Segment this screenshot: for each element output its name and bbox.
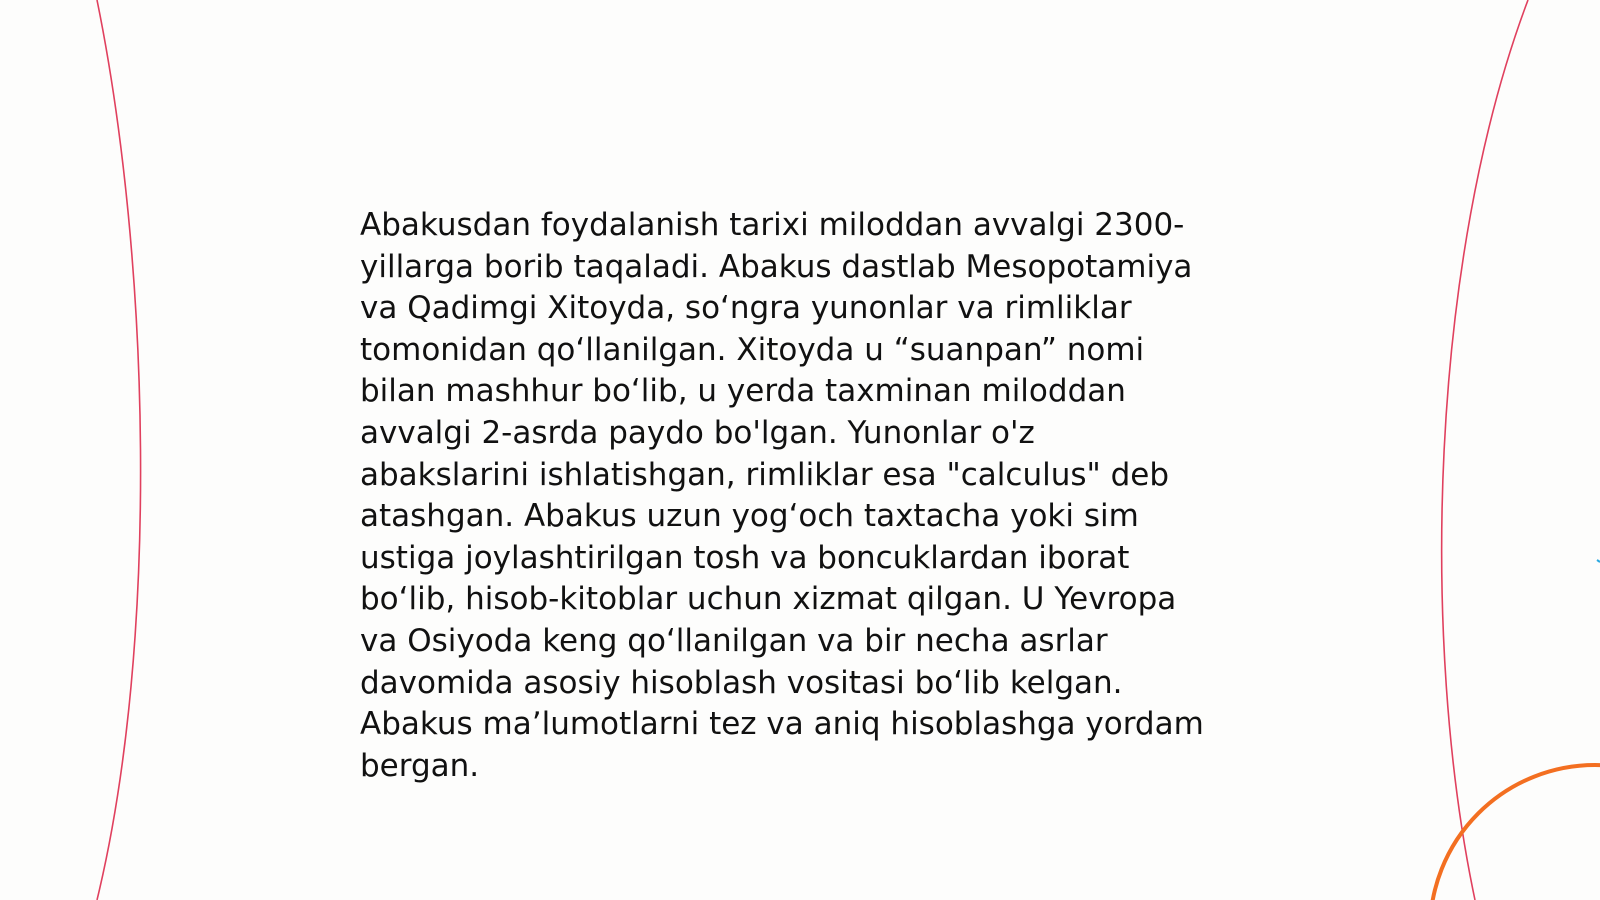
body-paragraph [360, 205, 1240, 787]
paragraph-line: davomida asosiy hisoblash vositasi bo‘lib kelgan. [360, 664, 1123, 701]
paragraph-line: bo‘lib, hisob-kitoblar uchun xizmat qilgan. U Yevropa [360, 581, 1177, 618]
paragraph-line: va Osiyoda keng qo‘llanilgan va bir necha asrlar [360, 622, 1108, 659]
right-curve-line [1442, 0, 1528, 900]
paragraph-line: atashgan. Abakus uzun yog‘och taxtacha yoki sim [360, 498, 1139, 535]
paragraph-line: avvalgi 2-asrda paydo bo'lgan. Yunonlar o'z [360, 414, 1035, 451]
paragraph-line: va Qadimgi Xitoyda, so‘ngra yunonlar va rimliklar [360, 290, 1132, 327]
paragraph-line: ustiga joylashtirilgan tosh va boncuklardan iborat [360, 539, 1130, 576]
paragraph-line: bergan. [360, 747, 480, 784]
left-curve-line [97, 0, 141, 900]
paragraph-line: tomonidan qo‘llanilgan. Xitoyda u “suanpan” nomi [360, 331, 1145, 368]
paragraph-line: yillarga borib taqaladi. Abakus dastlab Mesopotamiya [360, 248, 1193, 285]
paragraph-line: abakslarini ishlatishgan, rimliklar esa "calculus" deb [360, 456, 1170, 493]
paragraph-line: bilan mashhur bo‘lib, u yerda taxminan miloddan [360, 373, 1126, 410]
paragraph-line: Abakus ma’lumotlarni tez va aniq hisoblashga yordam [360, 706, 1204, 743]
paragraph-line: Abakusdan foydalanish tarixi miloddan avvalgi 2300- [360, 207, 1185, 243]
